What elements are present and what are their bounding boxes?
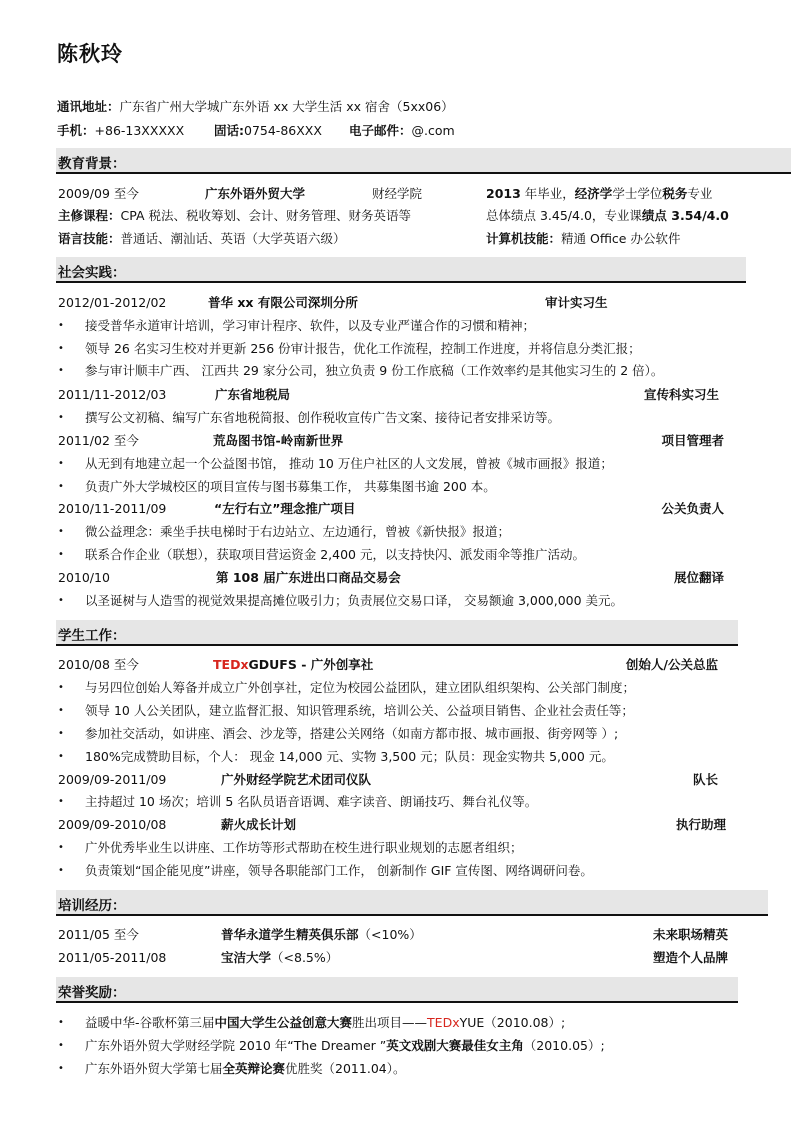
training-0-role: 未来职场精英 xyxy=(652,927,728,942)
student-work-0-org xyxy=(213,656,373,674)
section-title: 教育背景： xyxy=(58,156,126,172)
bullet-icon: • xyxy=(58,1040,64,1051)
bullet-icon: • xyxy=(58,481,64,492)
edu-period: 2009/09 至今 xyxy=(58,186,139,201)
bullet-icon: • xyxy=(58,842,64,853)
training-1-note: （<8.5%） xyxy=(271,950,339,965)
gpa-text: 总体绩点 3.45/4.0，专业课 xyxy=(486,208,642,223)
address-label: 通讯地址： xyxy=(57,99,120,114)
award-0-bold: 中国大学生公益创意大赛 xyxy=(214,1015,353,1030)
phone-label: 固话: xyxy=(214,123,244,138)
training-1-org-line xyxy=(221,949,338,967)
phone-value: 0754-86XXX xyxy=(244,123,322,138)
training-1-period: 2011/05-2011/08 xyxy=(58,950,167,965)
student-work-0-bullet-1: 领导 10 人公关团队，建立监督汇报、知识管理系统，培训公关、公益项目销售、企业社会责任等； xyxy=(85,703,634,718)
practice-4-role: 展位翻译 xyxy=(673,570,724,585)
bullet-icon: • xyxy=(58,705,64,716)
section-title: 学生工作： xyxy=(58,628,126,644)
bullet-icon: • xyxy=(58,728,64,739)
language-label: 语言技能： xyxy=(58,231,121,246)
section-student-work xyxy=(56,620,738,646)
computer-label: 计算机技能： xyxy=(486,231,562,246)
training-0-note: （<10%） xyxy=(358,927,422,942)
training-0-period: 2011/05 至今 xyxy=(58,927,139,942)
award-2-bold: 全英辩论赛 xyxy=(222,1061,286,1076)
practice-2-bullet-0: 从无到有地建立起一个公益图书馆， 推动 10 万住户社区的人文发展，曾被《城市画报》报道； xyxy=(85,456,613,471)
bullet-icon: • xyxy=(58,796,64,807)
practice-3-bullet-0: 微公益理念：乘坐手扶电梯时于右边站立、左边通行，曾被《新快报》报道； xyxy=(85,524,511,539)
degree-mid: 年毕业， xyxy=(524,186,575,201)
student-work-0-org-name: GDUFS - 广外创享社 xyxy=(248,657,374,672)
practice-2-bullet-1: 负责广外大学城校区的项目宣传与图书募集工作， 共募集图书逾 200 本。 xyxy=(85,479,496,494)
student-work-1-org: 广外财经学院艺术团司仪队 xyxy=(221,772,372,787)
student-work-2-role: 执行助理 xyxy=(675,817,726,832)
practice-3-role: 公关负责人 xyxy=(661,501,724,516)
practice-0-role: 审计实习生 xyxy=(545,295,608,310)
award-0-pre: 益暖中华-谷歌杯第三届 xyxy=(85,1015,215,1030)
practice-1-bullet-0: 撰写公文初稿、编写广东省地税简报、创作税收宣传广告文案、接待记者安排采访等。 xyxy=(85,410,561,425)
award-2 xyxy=(85,1060,405,1078)
student-work-0-bullet-0: 与另四位创始人筹备并成立广外创享社，定位为校园公益团队，建立团队组织架构、公关部门制度； xyxy=(85,680,636,695)
award-0-mid: 胜出项目—— xyxy=(352,1015,428,1030)
bullet-icon: • xyxy=(58,458,64,469)
section-training xyxy=(56,890,768,916)
address-line xyxy=(57,97,454,115)
practice-4-org: 第 108 届广东进出口商品交易会 xyxy=(216,570,401,585)
bullet-icon: • xyxy=(58,1017,64,1028)
student-work-2-org: 薪火成长计划 xyxy=(221,817,297,832)
language-value: 普通话、潮汕话、英语（大学英语六级） xyxy=(120,231,346,246)
edu-school: 广东外语外贸大学 xyxy=(205,186,306,201)
training-0-org: 普华永道学生精英俱乐部 xyxy=(221,927,359,942)
candidate-name: 陈秋玲 xyxy=(57,42,123,66)
practice-1-role: 宣传科实习生 xyxy=(643,387,719,402)
student-work-2-bullet-0: 广外优秀毕业生以讲座、工作坊等形式帮助在校生进行职业规划的志愿者组织； xyxy=(85,840,523,855)
student-work-0-bullet-2: 参加社交活动，如讲座、酒会、沙龙等，搭建公关网络（如南方都市报、城市画报、街旁网等 ）; xyxy=(85,726,619,741)
practice-0-bullet-0: 接受普华永道审计培训，学习审计程序、软件，以及专业严谨合作的习惯和精神； xyxy=(85,318,536,333)
computer-value: 精通 Office 办公软件 xyxy=(561,231,681,246)
language-line xyxy=(58,230,346,248)
training-1-org: 宝洁大学 xyxy=(221,950,272,965)
bullet-icon: • xyxy=(58,343,64,354)
student-work-1-role: 队长 xyxy=(692,772,718,787)
practice-3-period: 2010/11-2011/09 xyxy=(58,501,167,516)
bullet-icon: • xyxy=(58,595,64,606)
email-label: 电子邮件： xyxy=(349,123,412,138)
courses-value: CPA 税法、税收筹划、会计、财务管理、财务英语等 xyxy=(120,208,412,223)
student-work-2-bullet-1: 负责策划“国企能见度”讲座，领导各职能部门工作， 创新制作 GIF 宣传图、网络调研问卷。 xyxy=(85,863,593,878)
practice-2-org: 荒岛图书馆-岭南新世界 xyxy=(213,433,344,448)
award-0-end: YUE（2010.08）; xyxy=(459,1015,566,1030)
practice-1-org: 广东省地税局 xyxy=(215,387,291,402)
student-work-2-period: 2009/09-2010/08 xyxy=(58,817,167,832)
email xyxy=(349,121,455,139)
practice-0-org: 普华 xx 有限公司深圳分所 xyxy=(208,295,358,310)
mobile-label: 手机： xyxy=(57,123,95,138)
practice-0-bullet-2: 参与审计顺丰广西、 江西共 29 家分公司，独立负责 9 份工作底稿（工作效率约是其他实习生的 2 倍）。 xyxy=(85,363,664,378)
bullet-icon: • xyxy=(58,526,64,537)
courses-line xyxy=(58,207,411,225)
bullet-icon: • xyxy=(58,1063,64,1074)
practice-0-bullet-1: 领导 26 名实习生校对并更新 256 份审计报告，优化工作流程，控制工作进度，并将信息分类汇报； xyxy=(85,341,641,356)
practice-3-bullet-1: 联系合作企业（联想），获取项目营运资金 2,400 元，以支持快闪、派发雨伞等推广活动。 xyxy=(85,547,585,562)
practice-4-period: 2010/10 xyxy=(58,570,110,585)
award-2-pre: 广东外语外贸大学第七届 xyxy=(85,1061,223,1076)
training-0-org-line xyxy=(221,926,422,944)
email-value: @.com xyxy=(411,123,455,138)
student-work-1-period: 2009/09-2011/09 xyxy=(58,772,167,787)
award-2-end: 优胜奖（2011.04）。 xyxy=(285,1061,406,1076)
section-title: 社会实践： xyxy=(58,265,126,281)
computer-line xyxy=(486,230,680,248)
practice-2-role: 项目管理者 xyxy=(661,433,724,448)
student-work-0-role: 创始人/公关总监 xyxy=(625,657,718,672)
practice-0-period: 2012/01-2012/02 xyxy=(58,295,167,310)
award-1-pre: 广东外语外贸大学财经学院 2010 年“The Dreamer ” xyxy=(85,1038,387,1053)
section-education xyxy=(56,148,791,174)
bullet-icon: • xyxy=(58,865,64,876)
landline xyxy=(214,121,322,139)
student-work-0-bullet-3: 180%完成赞助目标，个人： 现金 14,000 元、实物 3,500 元；队员：现金实物共 5,000 元。 xyxy=(85,749,614,764)
section-practice xyxy=(56,257,746,283)
gpa-major: 绩点 3.54/4.0 xyxy=(641,208,729,223)
award-0 xyxy=(85,1014,565,1032)
courses-label: 主修课程： xyxy=(58,208,121,223)
degree-mid2: 学士学位 xyxy=(612,186,663,201)
bullet-icon: • xyxy=(58,412,64,423)
section-title: 培训经历： xyxy=(58,898,126,914)
bullet-icon: • xyxy=(58,682,64,693)
degree-field: 税务 xyxy=(662,186,688,201)
section-awards xyxy=(56,977,738,1003)
practice-2-period: 2011/02 至今 xyxy=(58,433,139,448)
tedx-logo-text: TEDx xyxy=(213,657,249,672)
mobile-value: +86-13XXXXX xyxy=(94,123,185,138)
practice-3-org: “左行右立”理念推广项目 xyxy=(214,501,356,516)
award-1 xyxy=(85,1037,605,1055)
bullet-icon: • xyxy=(58,549,64,560)
bullet-icon: • xyxy=(58,365,64,376)
address-value: 广东省广州大学城广东外语 xx 大学生活 xx 宿舍（5xx06） xyxy=(119,99,454,114)
edu-college: 财经学院 xyxy=(372,186,423,201)
student-work-0-period: 2010/08 至今 xyxy=(58,657,139,672)
award-1-end: （2010.05）; xyxy=(523,1038,605,1053)
practice-1-period: 2011/11-2012/03 xyxy=(58,387,167,402)
bullet-icon: • xyxy=(58,320,64,331)
award-1-bold: 英文戏剧大赛最佳女主角 xyxy=(386,1038,524,1053)
degree-end: 专业 xyxy=(687,186,713,201)
degree-major: 经济学 xyxy=(574,186,613,201)
award-0-tedx: TEDx xyxy=(427,1015,460,1030)
practice-4-bullet-0: 以圣诞树与人造雪的视觉效果提高摊位吸引力；负责展位交易口译， 交易额逾 3,000,000 美元。 xyxy=(85,593,624,608)
bullet-icon: • xyxy=(58,751,64,762)
degree-year: 2013 xyxy=(486,186,521,201)
gpa-line xyxy=(486,207,729,225)
section-title: 荣誉奖励： xyxy=(58,985,126,1001)
student-work-1-bullet-0: 主持超过 10 场次；培训 5 名队员语音语调、难字读音、朗诵技巧、舞台礼仪等。 xyxy=(85,794,538,809)
edu-degree xyxy=(486,185,712,203)
phone-line xyxy=(57,121,184,139)
training-1-role: 塑造个人品牌 xyxy=(652,950,728,965)
